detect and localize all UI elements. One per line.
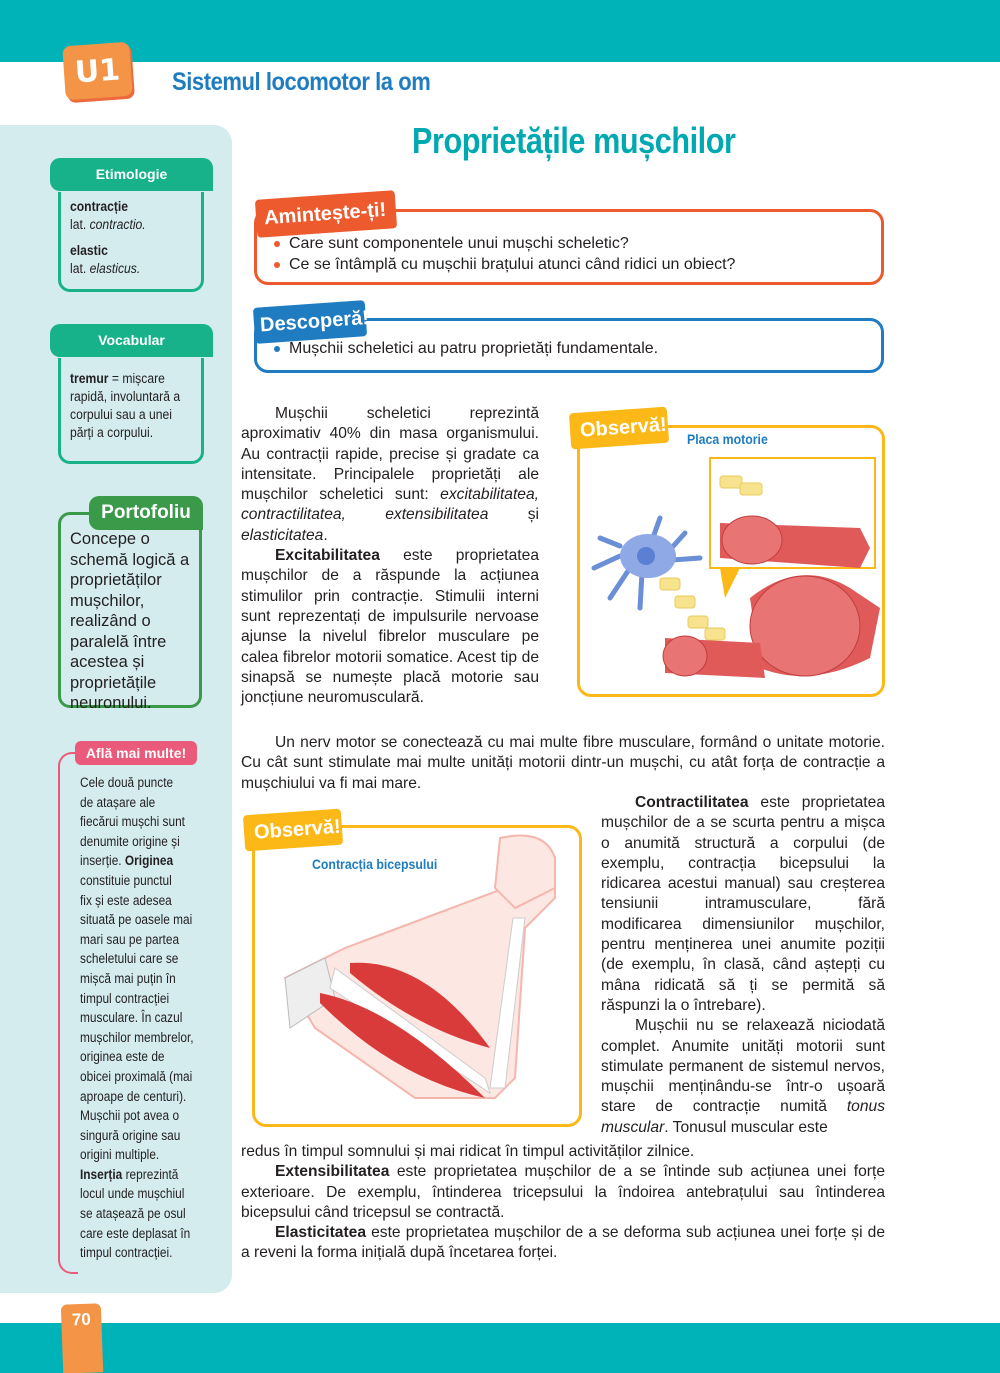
afla-line: obicei proximală (mai bbox=[80, 1068, 193, 1084]
paragraph-excitabilitatea: Excitabilitatea este proprietatea mușchilor de a răspunde la acțiunea stimulilor prin contracție. Stimulii interni sunt reprezentați de impulsurile nervoase ajunse la nivelul fibrelor musculare pe calea fibrelor motorii somatice. Acest tip de sinapsă se numește placă motorie sau joncțiune neuromusculară. bbox=[241, 547, 539, 707]
descopera-tag: Descoperă! bbox=[253, 300, 367, 344]
afla-line: Mușchii pot avea o bbox=[80, 1108, 180, 1124]
afla-line: timpul contracției. bbox=[80, 1245, 173, 1261]
afla-line: musculare. În cazul bbox=[80, 1010, 183, 1026]
paragraph-unitate-motorie: Un nerv motor se conectează cu mai multe fibre musculare, formând o unitate motorie. Cu cât sunt stimulate mai multe unități motorii dintr-un mușchi, cu atât forța de contracție a mușchiului va fi mai mare. bbox=[241, 734, 885, 792]
origin-word: elasticus. bbox=[89, 261, 141, 276]
etimologie-term: contracție bbox=[70, 199, 129, 214]
body-text-contractilitatea bbox=[601, 793, 885, 1138]
afla-line: situată pe oasele mai bbox=[80, 912, 193, 928]
figure-title-placa-motorie: Placa motorie bbox=[687, 431, 768, 447]
portofoliu-header: Portofoliu bbox=[89, 496, 203, 530]
afla-line: mușchilor membrelor, bbox=[80, 1029, 194, 1045]
aminteste-tag: Amintește-ți! bbox=[255, 190, 397, 238]
paragraph-tonus-cont: redus în timpul somnului și mai ridicat în timpul activităților zilnice. bbox=[241, 1143, 695, 1160]
page-number: 70 bbox=[61, 1303, 103, 1373]
vocabular-term: tremur bbox=[70, 371, 109, 386]
placa-motorie-illustration bbox=[580, 428, 882, 694]
bottom-band bbox=[0, 1323, 1000, 1373]
descopera-item: Mușchii scheletici au patru proprietăți fundamentale. bbox=[272, 338, 658, 359]
unit-badge: U1 bbox=[62, 42, 133, 101]
observa-box-placa-motorie bbox=[577, 425, 885, 697]
afla-line: aproape de centuri). bbox=[80, 1088, 187, 1104]
descopera-list bbox=[272, 338, 658, 359]
afla-line: inserție. Originea bbox=[80, 853, 174, 869]
afla-line: mari sau pe partea bbox=[80, 931, 180, 947]
paragraph-tonus: Mușchii nu se relaxează niciodată complet. Anumite unități motorii sunt stimulate permanent de sistemul nervos, mușchii menținându-se într-o ușoară stare de contracție numită tonus muscular. Tonusul muscular este bbox=[601, 1017, 885, 1136]
vocabular-box bbox=[58, 358, 204, 464]
vocabular-header: Vocabular bbox=[50, 324, 213, 357]
etimologie-box bbox=[58, 192, 204, 292]
paragraph-intro: Mușchii scheletici reprezintă aproximativ 40% din masa organismului. Au contracții rapide, precise și gradate ca intensitate. Principalele proprietăți ale mușchilor scheletici sunt: excitabilitatea, contractilitatea, extensibilitatea și elasticitatea. bbox=[241, 405, 540, 544]
paragraph-elasticitatea: Elasticitatea este proprietatea mușchilor de a se deforma sub acțiunea unei forțe și de a reveni la forma inițială după încetarea forței. bbox=[241, 1224, 885, 1262]
afla-line: origini multiple. bbox=[80, 1147, 160, 1163]
etimologie-term: elastic bbox=[70, 243, 108, 258]
afla-line: denumite origine și bbox=[80, 833, 180, 849]
aminteste-list bbox=[272, 233, 735, 275]
afla-line: mișcă mai puțin în bbox=[80, 970, 176, 986]
lesson-title: Proprietățile mușchilor bbox=[412, 120, 736, 161]
etimologie-entry bbox=[70, 198, 178, 234]
body-text-unitate-motorie bbox=[241, 733, 885, 794]
etimologie-entry bbox=[70, 242, 178, 278]
body-text-final bbox=[241, 1142, 885, 1264]
afla-line: constituie punctul bbox=[80, 872, 172, 888]
inset-pointer bbox=[720, 568, 740, 598]
afla-line: de atașare ale bbox=[80, 794, 156, 810]
afla-line: singură origine sau bbox=[80, 1127, 181, 1143]
afla-line: fiecărui mușchi sunt bbox=[80, 814, 185, 830]
aminteste-item: Care sunt componentele unui mușchi scheletic? bbox=[272, 233, 735, 254]
afla-bracket bbox=[58, 752, 78, 1274]
neuron-icon bbox=[594, 518, 700, 608]
etimologie-header: Etimologie bbox=[50, 158, 213, 191]
muscle-fiber-icon bbox=[663, 516, 880, 678]
biceps-illustration bbox=[255, 828, 579, 1124]
paragraph-extensibilitatea: Extensibilitatea este proprietatea mușchilor de a se întinde sub acțiunea unei forțe exterioare. De exemplu, întinderea tricepsului la îndoirea antebrațului sau întinderea bicepsului când tricepsul se contractă. bbox=[241, 1163, 885, 1221]
afla-line: locul unde mușchiul bbox=[80, 1186, 185, 1202]
top-band bbox=[0, 0, 1000, 62]
vocabular-definition: = mișcare rapidă, involuntară a corpului sau a unei părți a corpului. bbox=[70, 371, 181, 440]
observa-tag-2: Observă! bbox=[243, 809, 343, 852]
afla-line: timpul contracției bbox=[80, 990, 170, 1006]
afla-line: care este deplasat în bbox=[80, 1225, 191, 1241]
paragraph-contractilitatea: Contractilitatea este proprietatea mușchilor de a se scurta pentru a mișca o anumită structură a corpului (de exemplu, contracția bicepsului la ridicarea acestui manual) sau creșterea tensiunii intramusculare, fără modificarea dimensiunilor mușchilor, pentru menținerea unei anumite poziții (de exemplu, în clasă, când aștepți cu mâna ridicată să ți se permită să răspunzi la o întrebare). bbox=[601, 794, 885, 1014]
observa-tag-1: Observă! bbox=[569, 407, 669, 450]
figure-title-biceps: Contracția bicepsului bbox=[312, 856, 438, 872]
afla-line: Inserția reprezintă bbox=[80, 1166, 179, 1182]
afla-mai-multe-header: Află mai multe! bbox=[75, 741, 197, 765]
afla-line: originea este de bbox=[80, 1049, 165, 1065]
portofoliu-text: Concepe o schemă logică a proprietăților mușchilor, realizând o paralelă între acestea și proprietățile neuronului. bbox=[70, 530, 190, 712]
afla-line: fix și este adesea bbox=[80, 892, 172, 908]
aminteste-item: Ce se întâmplă cu mușchii brațului atunci când ridici un obiect? bbox=[272, 254, 735, 275]
afla-line: Cele două puncte bbox=[80, 775, 174, 790]
afla-mai-multe-text bbox=[80, 773, 203, 1263]
body-text-intro bbox=[241, 404, 539, 708]
afla-line: se atașează pe osul bbox=[80, 1206, 186, 1222]
afla-line: scheletului care se bbox=[80, 951, 179, 967]
origin-prefix: lat. bbox=[70, 261, 87, 276]
origin-word: contractio. bbox=[89, 217, 146, 232]
chapter-title: Sistemul locomotor la om bbox=[172, 68, 431, 96]
origin-prefix: lat. bbox=[70, 217, 87, 232]
